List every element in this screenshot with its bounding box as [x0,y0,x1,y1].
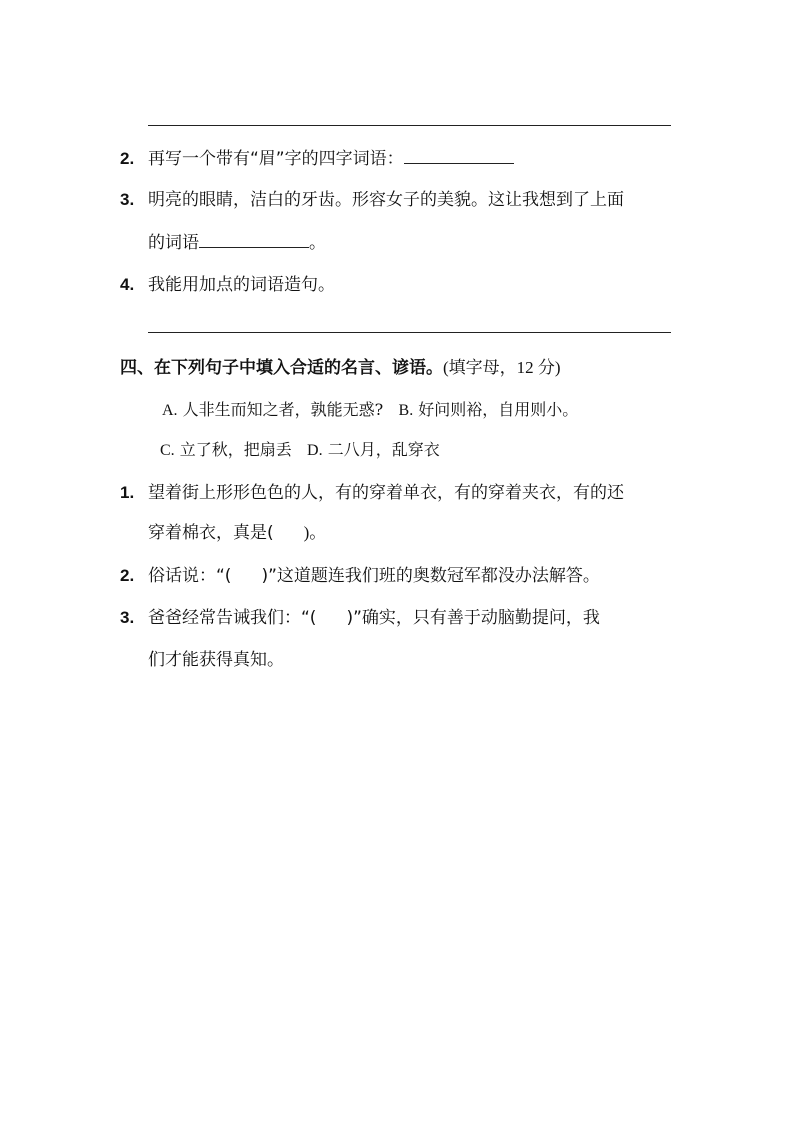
question-3-3 [120,188,624,212]
question-4-1 [120,481,624,505]
question-number: 2. [120,149,135,168]
section-title: 四、在下列句子中填入合适的名言、谚语。 [120,358,443,378]
question-text-post: )。 [303,523,327,542]
question-number: 2. [120,566,135,585]
question-4-3-cont [148,648,284,672]
question-3-4 [120,273,335,297]
question-text-line2: 们才能获得真知。 [148,650,284,670]
question-number: 1. [120,483,135,502]
question-text-pre: 穿着棉衣，真是( [148,523,274,543]
question-text-line1: 望着街上形形色色的人，有的穿着单衣，有的穿着夹衣，有的还 [148,483,624,503]
question-text: 我能用加点的词语造句。 [148,275,335,295]
fill-blank[interactable] [199,231,309,248]
question-text-post: )”确实，只有善于动脑勤提问，我 [346,608,600,628]
option-row-1 [162,398,578,423]
option-letter: A. [162,402,178,419]
option-text: 立了秋，把扇丢 [179,440,292,459]
question-text-pre: 的词语 [148,233,199,253]
question-4-1-cont [148,521,326,545]
option-letter: C. [160,442,175,459]
answer-line-1[interactable] [148,125,671,126]
question-text-post: )”这道题连我们班的奥数冠军都没办法解答。 [261,566,600,586]
question-text: 再写一个带有“眉”字的四字词语： [148,149,404,169]
question-text-pre: 爸爸经常告诫我们：“( [148,608,317,628]
question-number: 3. [120,190,135,209]
section-note: (填字母，12 分) [443,358,561,377]
fill-blank[interactable] [404,147,514,164]
question-number: 3. [120,608,135,627]
option-text: 二八月，乱穿衣 [327,440,440,459]
question-3-3-cont [148,231,326,255]
question-text-post: 。 [309,233,326,253]
question-4-3 [120,606,600,630]
option-row-2 [160,438,440,463]
question-text-pre: 俗话说：“( [148,566,232,586]
question-number: 4. [120,275,135,294]
option-letter: B. [398,402,414,419]
option-letter: D. [307,442,323,459]
option-text: 人非生而知之者，孰能无惑? [182,400,384,419]
question-text-line1: 明亮的眼睛，洁白的牙齿。形容女子的美貌。这让我想到了上面 [148,190,624,210]
section-heading [120,356,561,380]
answer-line-2[interactable] [148,332,671,333]
question-4-2 [120,564,600,588]
question-3-2 [120,147,514,171]
option-text: 好问则裕，自用则小。 [418,400,579,419]
